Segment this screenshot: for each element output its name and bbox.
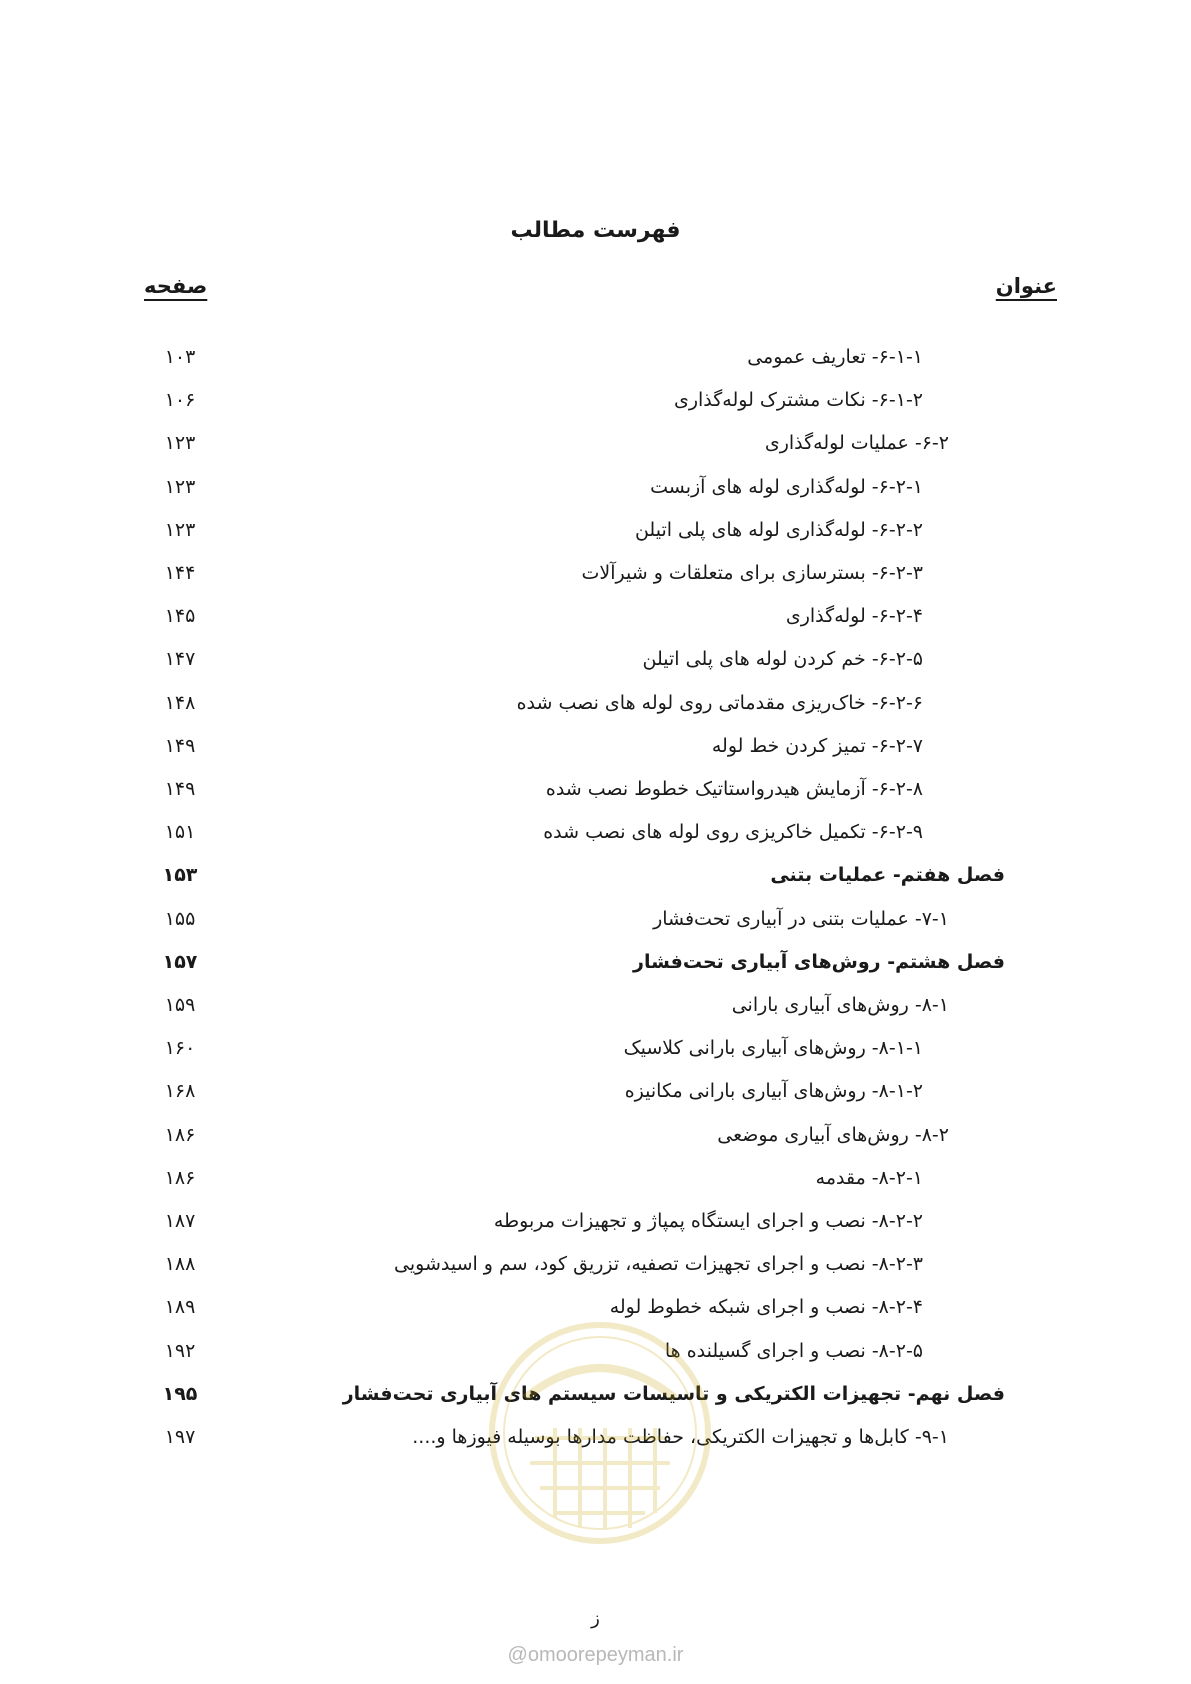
toc-row [0, 729, 1191, 763]
toc-row [0, 988, 1191, 1022]
toc-row [0, 1118, 1191, 1152]
toc-row [0, 815, 1191, 849]
toc-entry-title: ۶-۲-۶- خاک‌ریزی مقدماتی روی لوله های نصب شده [516, 691, 923, 714]
toc-entry-page: ۱۶۰ [164, 1037, 196, 1060]
toc-entry-page: ۱۴۵ [164, 605, 196, 628]
toc-entry-title: ۶-۲-۱- لوله‌گذاری لوله های آزبست [650, 475, 923, 498]
toc-entry-page: ۱۵۷ [162, 950, 198, 973]
toc-entry-title: ۸-۲-۱- مقدمه [815, 1166, 923, 1189]
toc-entry-title: ۶-۲-۵- خم کردن لوله های پلی اتیلن [642, 648, 923, 671]
toc-entry-page: ۱۲۳ [164, 475, 196, 498]
page-column-header: صفحه [144, 274, 208, 298]
toc-row [0, 1204, 1191, 1238]
toc-row [0, 686, 1191, 720]
toc-entry-title: ۸-۲-۴- نصب و اجرای شبکه خطوط لوله [609, 1296, 923, 1319]
toc-entry-title: ۸-۲-۵- نصب و اجرای گسیلنده ها [664, 1339, 923, 1362]
page-title: فهرست مطالب [510, 218, 681, 243]
toc-entry-title: ۶-۲-۳- بسترسازی برای متعلقات و شیرآلات [581, 562, 923, 584]
watermark-site: @omoorepeyman.ir [507, 1644, 684, 1666]
toc-entry-title: ۶-۲-۷- تمیز کردن خط لوله [711, 734, 923, 757]
toc-row [0, 1161, 1191, 1195]
toc-entry-page: ۱۰۳ [164, 346, 196, 368]
toc-row [0, 1247, 1191, 1281]
toc-entry-page: ۱۹۷ [164, 1426, 196, 1448]
toc-entry-title: ۶-۲-۴- لوله‌گذاری [785, 605, 923, 628]
toc-entry-title: ۶-۲-۲- لوله‌گذاری لوله های پلی اتیلن [634, 518, 923, 541]
toc-entry-title: ۸-۲-۳- نصب و اجرای تجهیزات تصفیه، تزریق کود، سم و اسیدشویی [394, 1253, 923, 1276]
toc-entry-title: ۷-۱- عملیات بتنی در آبیاری تحت‌فشار [653, 907, 949, 930]
toc-entry-title: ۶-۲- عملیات لوله‌گذاری [764, 432, 949, 455]
toc-entry-title: ۸-۱-۲- روش‌های آبیاری بارانی مکانیزه [624, 1080, 923, 1103]
toc-row [0, 1074, 1191, 1108]
toc-entry-title: ۶-۱-۲- نکات مشترک لوله‌گذاری [673, 389, 923, 412]
toc-entry-page: ۱۸۶ [164, 1123, 196, 1146]
toc-row [0, 902, 1191, 936]
toc-row [0, 556, 1191, 590]
toc-row [0, 1031, 1191, 1065]
toc-row [0, 945, 1191, 979]
toc-entry-title: ۶-۱-۱- تعاریف عمومی [747, 346, 923, 368]
toc-entry-page: ۱۴۹ [164, 734, 196, 757]
toc-row [0, 858, 1191, 892]
toc-entry-page: ۱۵۹ [164, 994, 196, 1016]
toc-row [0, 340, 1191, 374]
toc-entry-page: ۱۴۴ [164, 562, 196, 584]
toc-row [0, 426, 1191, 460]
toc-entry-page: ۱۵۱ [164, 821, 196, 844]
toc-entry-title: ۹-۱- کابل‌ها و تجهیزات الکتریکی، حفاظت مدارها بوسیله فیوزها و.... [412, 1426, 949, 1448]
toc-row [0, 599, 1191, 633]
toc-entry-title: فصل نهم- تجهیزات الکتریکی و تاسیسات سیستم های آبیاری تحت‌فشار [342, 1382, 1005, 1405]
toc-entry-title: ۸-۲- روش‌های آبیاری موضعی [717, 1123, 949, 1146]
toc-entry-page: ۱۸۶ [164, 1166, 196, 1189]
title-column-header: عنوان [995, 274, 1057, 298]
page-folio: ز [591, 1608, 600, 1629]
toc-entry-page: ۱۸۹ [164, 1296, 196, 1319]
toc-entry-page: ۱۴۸ [164, 691, 196, 714]
toc-entry-page: ۱۸۷ [164, 1210, 196, 1232]
toc-entry-page: ۱۵۳ [162, 864, 198, 887]
toc-entry-title: ۸-۱- روش‌های آبیاری بارانی [731, 994, 949, 1016]
toc-row [0, 642, 1191, 676]
toc-entry-title: فصل هفتم- عملیات بتنی [770, 864, 1005, 887]
toc-row [0, 772, 1191, 806]
toc-entry-title: فصل هشتم- روش‌های آبیاری تحت‌فشار [633, 950, 1005, 973]
toc-entry-page: ۱۴۷ [164, 648, 196, 671]
toc-entry-title: ۶-۲-۹- تکمیل خاکریزی روی لوله های نصب شده [543, 821, 923, 844]
toc-row [0, 383, 1191, 417]
toc-entry-title: ۸-۱-۱- روش‌های آبیاری بارانی کلاسیک [623, 1037, 923, 1060]
toc-entry-title: ۸-۲-۲- نصب و اجرای ایستگاه پمپاژ و تجهیزات مربوطه [493, 1210, 923, 1232]
watermark-logo [485, 1318, 715, 1548]
toc-entry-page: ۱۶۸ [164, 1080, 196, 1103]
toc-entry-page: ۱۲۳ [164, 518, 196, 541]
toc-entry-page: ۱۹۲ [164, 1339, 196, 1362]
toc-entry-page: ۱۹۵ [162, 1382, 198, 1405]
toc-entry-page: ۱۸۸ [164, 1253, 196, 1276]
toc-row [0, 470, 1191, 504]
toc-entry-title: ۶-۲-۸- آزمایش هیدرواستاتیک خطوط نصب شده [545, 778, 923, 800]
toc-row [0, 513, 1191, 547]
toc-entry-page: ۱۲۳ [164, 432, 196, 455]
toc-entry-page: ۱۴۹ [164, 778, 196, 800]
toc-entry-page: ۱۵۵ [164, 907, 196, 930]
toc-entry-page: ۱۰۶ [164, 389, 196, 412]
